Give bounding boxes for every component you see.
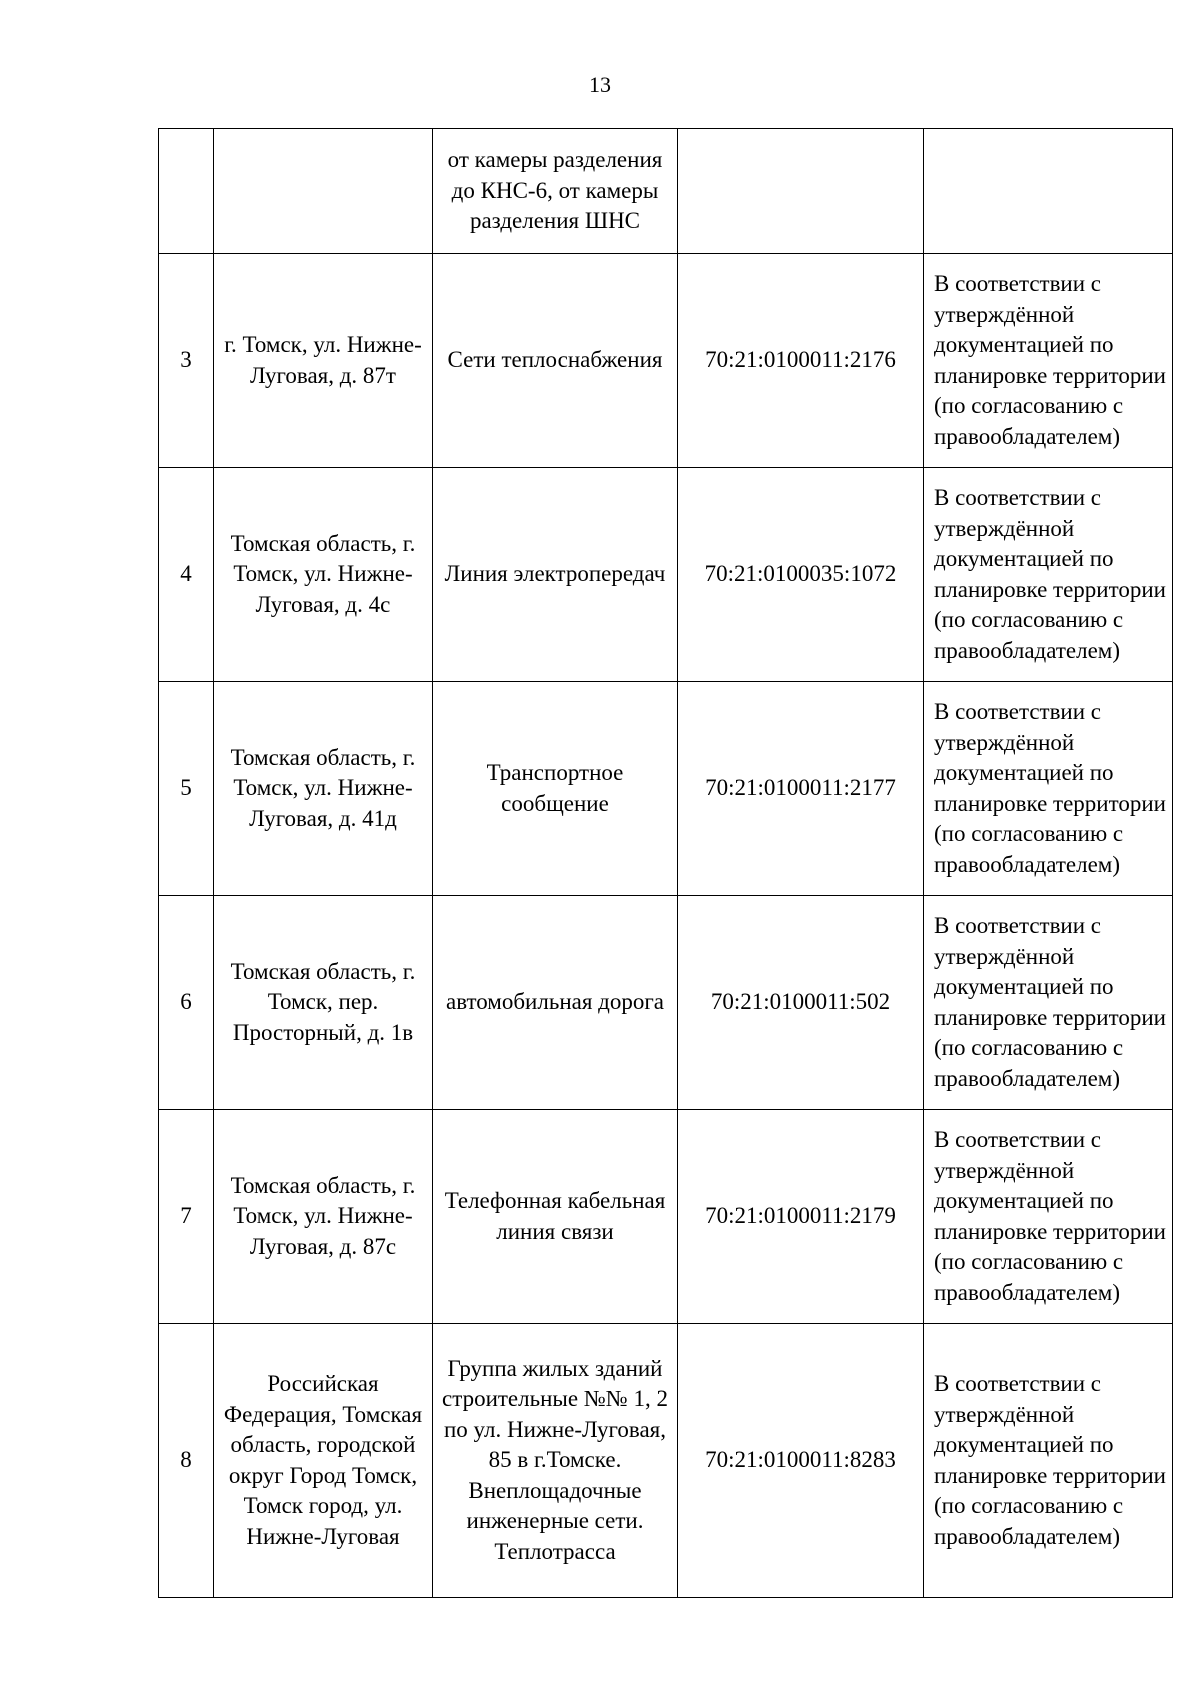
cell-cadastral: 70:21:0100011:502 <box>678 896 924 1110</box>
cell-name: автомобильная дорога <box>433 896 678 1110</box>
cell-address: Томская область, г. Томск, пер. Просторный, д. 1в <box>214 896 433 1110</box>
cell-address: Томская область, г. Томск, ул. Нижне-Луговая, д. 4с <box>214 468 433 682</box>
table-row <box>159 1324 1173 1598</box>
cell-name: от камеры разделения до КНС-6, от камеры разделения ШНС <box>433 129 678 254</box>
table-row <box>159 468 1173 682</box>
cell-address: Томская область, г. Томск, ул. Нижне-Луговая, д. 41д <box>214 682 433 896</box>
cell-cadastral <box>678 129 924 254</box>
cell-cadastral: 70:21:0100011:2176 <box>678 254 924 468</box>
cell-cadastral: 70:21:0100035:1072 <box>678 468 924 682</box>
cell-address: г. Томск, ул. Нижне-Луговая, д. 87т <box>214 254 433 468</box>
land-plot-table <box>158 128 1173 1598</box>
cell-address: Российская Федерация, Томская область, городской округ Город Томск, Томск город, ул. Нижне-Луговая <box>214 1324 433 1598</box>
cell-name: Транспортное сообщение <box>433 682 678 896</box>
cell-num: 5 <box>159 682 214 896</box>
cell-num: 8 <box>159 1324 214 1598</box>
cell-note: В соответствии с утверждённой документацией по планировке территории (по согласованию с правообладателем) <box>924 896 1173 1110</box>
cell-note: В соответствии с утверждённой документацией по планировке территории (по согласованию с правообладателем) <box>924 468 1173 682</box>
cell-note: В соответствии с утверждённой документацией по планировке территории (по согласованию с правообладателем) <box>924 1324 1173 1598</box>
cell-num: 3 <box>159 254 214 468</box>
cell-cadastral: 70:21:0100011:2179 <box>678 1110 924 1324</box>
page-number: 13 <box>589 72 611 97</box>
table-row <box>159 682 1173 896</box>
cell-note: В соответствии с утверждённой документацией по планировке территории (по согласованию с правообладателем) <box>924 682 1173 896</box>
cell-num <box>159 129 214 254</box>
cell-name: Сети теплоснабжения <box>433 254 678 468</box>
table-row <box>159 896 1173 1110</box>
table-row <box>159 1110 1173 1324</box>
cell-num: 6 <box>159 896 214 1110</box>
cell-num: 7 <box>159 1110 214 1324</box>
cell-cadastral: 70:21:0100011:8283 <box>678 1324 924 1598</box>
cell-note: В соответствии с утверждённой документацией по планировке территории (по согласованию с правообладателем) <box>924 1110 1173 1324</box>
cell-note <box>924 129 1173 254</box>
cell-num: 4 <box>159 468 214 682</box>
table-row-continuation <box>159 129 1173 254</box>
cell-name: Телефонная кабельная линия связи <box>433 1110 678 1324</box>
cell-name: Группа жилых зданий строительные №№ 1, 2 по ул. Нижне-Луговая, 85 в г.Томске. Внеплощадочные инженерные сети. Теплотрасса <box>433 1324 678 1598</box>
table-row <box>159 254 1173 468</box>
cell-cadastral: 70:21:0100011:2177 <box>678 682 924 896</box>
cell-address: Томская область, г. Томск, ул. Нижне-Луговая, д. 87с <box>214 1110 433 1324</box>
cell-name: Линия электропередач <box>433 468 678 682</box>
cell-note: В соответствии с утверждённой документацией по планировке территории (по согласованию с правообладателем) <box>924 254 1173 468</box>
cell-address <box>214 129 433 254</box>
